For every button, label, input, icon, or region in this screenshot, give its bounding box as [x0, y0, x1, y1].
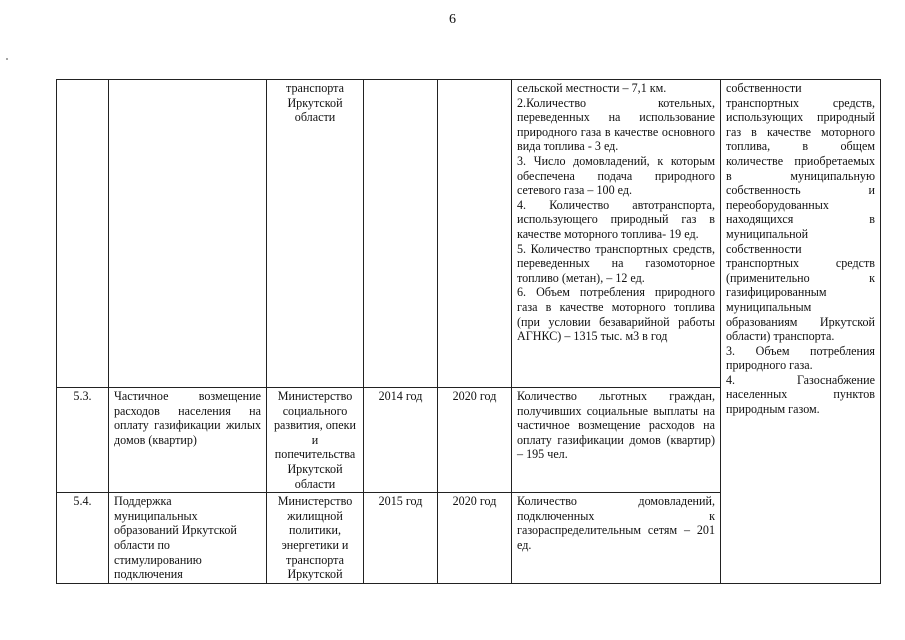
event-cell: Частичное возмещение расходов населения на оплату газификации жилых домов (квартир): [109, 388, 267, 493]
row-number: 5.3.: [57, 388, 109, 493]
results-cell: сельской местности – 7,1 км. 2.Количество котельных, переведенных на использование природного газа в качестве основного вида топлива - 3 ед. 3. Число домовладений, к которым обеспечена подача природного сетевого газа – 100 ед. 4. Количество автотранспорта, использующего природный газ в качестве моторного топлива- 19 ед. 5. Количество транспортных средств, переведенных на газомоторное топливо (метан), – 12 ед. 6. Объем потребления природного газа в качестве моторного топлива (при условии безаварийной работы АГНКС) – 1315 тыс. м3 в год: [512, 80, 721, 388]
end-year-cell: 2020 год: [438, 388, 512, 493]
end-year-cell: [438, 80, 512, 388]
row-number: 5.4.: [57, 493, 109, 584]
results-cell: Количество домовладений, подключенных к газораспределительным сетям – 201 ед.: [512, 493, 721, 584]
indicators-cell: собственности транспортных средств, использующих природный газ в качестве моторного топлива, в общем количестве приобретаемых в муниципальную собственность и переоборудованных находящихся в муниципальной собственности транспортных средств (применительно к газифицированным муниципальным образованиям Иркутской области) транспорта. 3. Объем потребления природного газа. 4. Газоснабжение населенных пунктов природным газом.: [721, 80, 881, 584]
start-year-cell: 2015 год: [364, 493, 438, 584]
page-number: 6: [449, 12, 456, 27]
event-cell: Поддержка муниципальных образований Иркутской области по стимулированию подключения: [109, 493, 267, 584]
program-table: [56, 79, 881, 584]
responsible-cell: Министерство жилищной политики, энергетики и транспорта Иркутской: [267, 493, 364, 584]
event-cell: [109, 80, 267, 388]
start-year-cell: [364, 80, 438, 388]
responsible-cell: Министерство социального развития, опеки и попечительства Иркутской области: [267, 388, 364, 493]
row-number: [57, 80, 109, 388]
responsible-cell: транспорта Иркутской области: [267, 80, 364, 388]
start-year-cell: 2014 год: [364, 388, 438, 493]
results-cell: Количество льготных граждан, получивших социальные выплаты на частичное возмещение расходов на оплату газификации домов (квартир) – 195 чел.: [512, 388, 721, 493]
scan-speck: [6, 58, 8, 60]
end-year-cell: 2020 год: [438, 493, 512, 584]
table-row: [57, 80, 881, 388]
